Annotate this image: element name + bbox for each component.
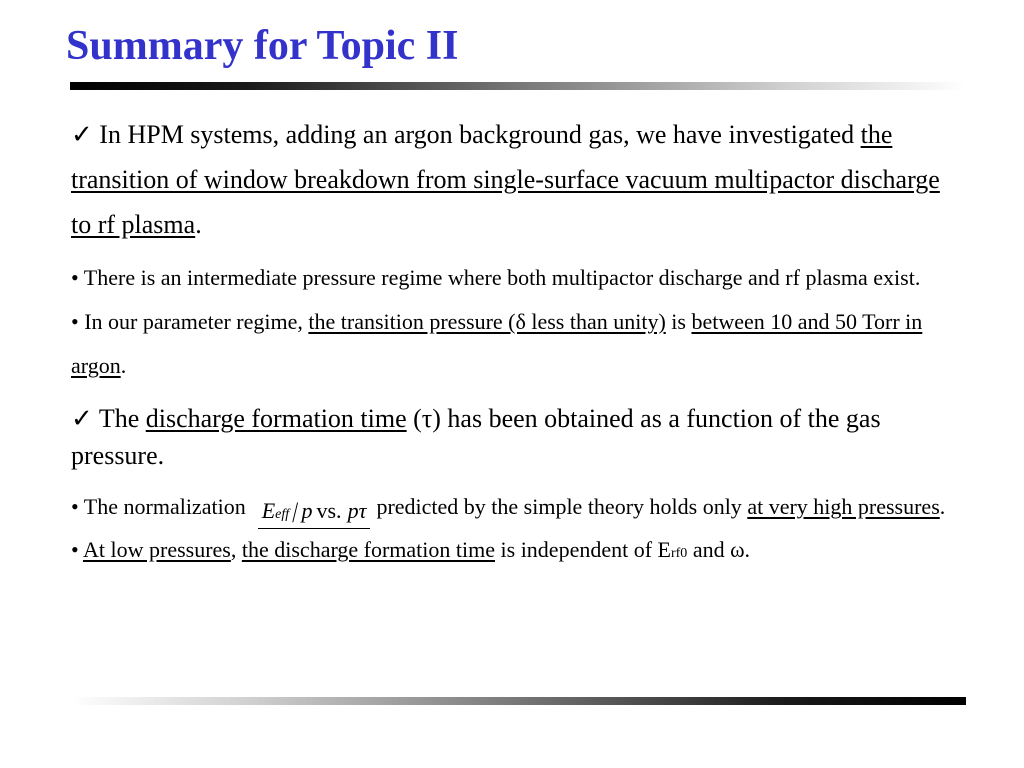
bullet-icon: • (71, 309, 79, 334)
checkmark-icon: ✓ (71, 404, 93, 433)
formula-ptau: pτ (347, 498, 367, 523)
sub-point-2-mid: is (665, 309, 692, 334)
sub-point-4-text: , (230, 537, 242, 562)
bullet-icon: • (71, 265, 79, 290)
point-1-underlined: the transition of window breakdown from single-surface vacuum multipactor discharge to rf plasma (71, 120, 940, 239)
sub-point-1 (71, 256, 956, 300)
sub-point-3-mid: predicted by the simple theory holds only (376, 494, 748, 519)
sub-point-3-text: The normalization (78, 494, 246, 519)
summary-point-1 (71, 112, 956, 247)
formula-eff-subscript: eff (275, 507, 290, 522)
checkmark-icon: ✓ (71, 120, 93, 149)
formula-e: E (261, 498, 276, 523)
sub-point-4-end: and ω. (687, 537, 751, 562)
sub-point-2-text: In our parameter regime, (78, 309, 309, 334)
formula-vs: vs. (316, 498, 342, 523)
sub-point-2-end: . (120, 353, 127, 378)
sub-point-1-text: There is an intermediate pressure regime where both multipactor discharge and rf plasma exist. (78, 265, 921, 290)
summary-point-2 (71, 400, 956, 474)
high-pressures-underlined: at very high pressures (747, 494, 940, 519)
point-1-text: In HPM systems, adding an argon background gas, we have investigated (92, 120, 861, 149)
slide-title: Summary for Topic II (66, 23, 459, 69)
transition-pressure-underlined: the transition pressure (δ less than unity) (308, 309, 666, 334)
footer-divider (70, 697, 966, 705)
sub-point-4 (71, 529, 956, 575)
point-1-end: . (195, 210, 202, 239)
bullet-icon: • (71, 494, 79, 519)
point-2-end: (τ) has been obtained as a function of the gas pressure. (71, 404, 881, 470)
slide-body (71, 112, 956, 575)
pressure-range-underlined: between 10 and 50 Torr in argon (71, 309, 923, 378)
formula-slash: / (292, 496, 299, 529)
low-pressures-underlined: At low pressures (83, 537, 231, 562)
formation-time-underlined-2: the discharge formation time (241, 537, 496, 562)
formula-p: p (301, 498, 313, 523)
point-2-text: The (92, 404, 146, 433)
sub-point-2 (71, 300, 956, 388)
sub-point-4-mid: is independent of E (495, 537, 671, 562)
title-divider (70, 82, 966, 90)
sub-point-3 (71, 487, 956, 529)
sub-point-3-end: . (939, 494, 946, 519)
formation-time-underlined: discharge formation time (145, 404, 407, 433)
erf0-subscript: rf0 (670, 546, 688, 561)
bullet-icon: • (71, 537, 79, 562)
normalization-formula (258, 498, 371, 529)
